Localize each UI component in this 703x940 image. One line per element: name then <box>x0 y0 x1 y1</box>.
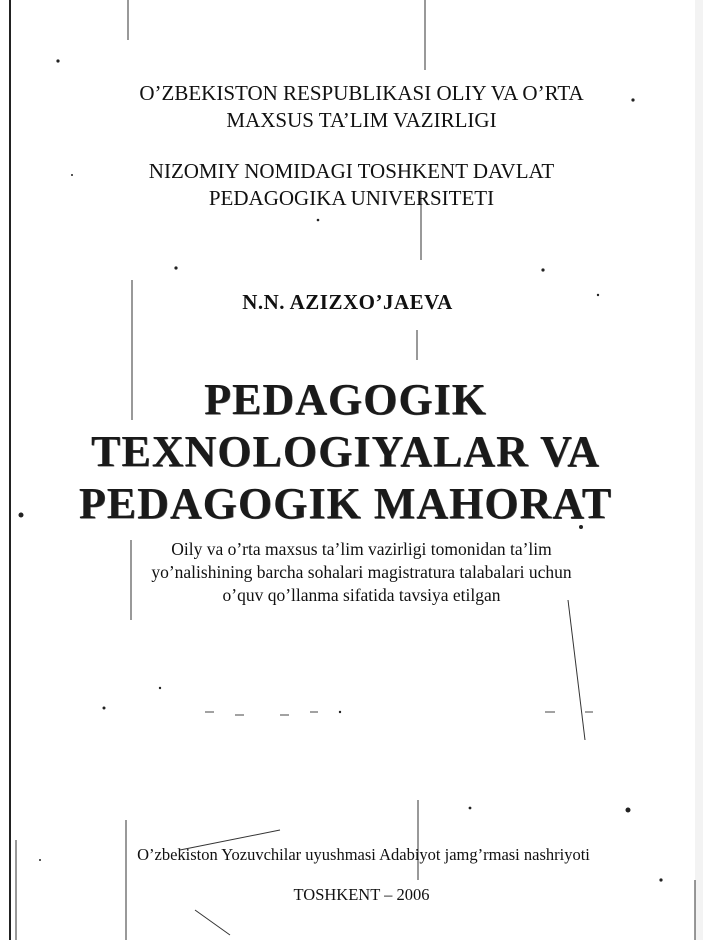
ministry-name <box>10 80 703 134</box>
book-title <box>0 374 697 530</box>
university-line-2: PEDAGOGIKA UNIVERSITETI <box>208 186 495 210</box>
approval-note-line-3: o’quv qo’llanma sifatida tavsiya etilgan <box>222 585 501 605</box>
city-year: TOSHKENT – 2006 <box>293 885 430 904</box>
ministry-line-2: MAXSUS TA’LIM VAZIRLIGI <box>226 108 497 132</box>
author-name: N.N. AZIZXO’JAEVA <box>242 290 453 314</box>
book-title-line-1: PEDAGOGIK <box>204 375 487 424</box>
university-line-1: NIZOMIY NOMIDAGI TOSHKENT DAVLAT <box>148 159 555 183</box>
university-name <box>0 158 703 212</box>
approval-note-line-2: yo’nalishining barcha sohalari magistratura talabalari uchun <box>151 562 572 582</box>
book-title-line-2: TEXNOLOGIYALAR VA <box>91 427 600 476</box>
book-title-line-3: PEDAGOGIK MAHORAT <box>78 479 613 528</box>
approval-note-line-1: Oily va o’rta maxsus ta’lim vazirligi tomonidan ta’lim <box>171 539 552 559</box>
ministry-line-1: O’ZBEKISTON RESPUBLIKASI OLIY VA O’RTA <box>139 81 584 105</box>
publisher-name: O’zbekiston Yozuvchilar uyushmasi Adabiyot jamg’rmasi nashriyoti <box>137 845 590 864</box>
approval-note <box>10 538 703 607</box>
